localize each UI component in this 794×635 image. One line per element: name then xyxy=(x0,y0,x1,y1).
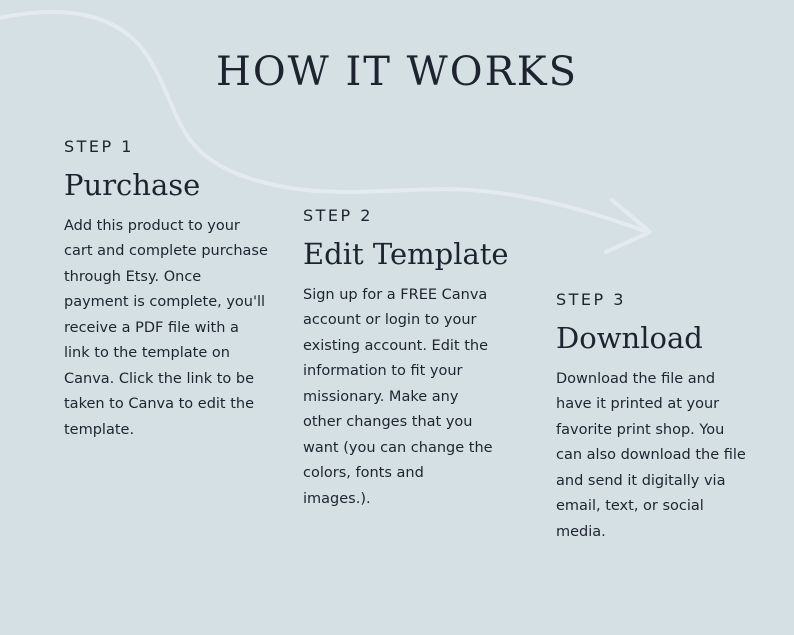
step-1-heading: Purchase xyxy=(64,168,201,202)
step-2-description: Sign up for a FREE Canva account or login to your existing account. Edit the information to fit your missionary. Make any other changes that you want (you can change the colors, fonts and images.). xyxy=(303,286,493,507)
step-2-label: STEP 2 xyxy=(303,206,373,225)
page-title: HOW IT WORKS xyxy=(215,49,578,95)
step-3-description: Download the file and have it printed at your favorite print shop. You can also download the file and send it digitally via email, text, or social media. xyxy=(556,370,746,540)
step-2-section xyxy=(303,206,509,512)
step-1-section xyxy=(64,139,269,443)
step-3-heading: Download xyxy=(556,321,703,355)
step-1-description: Add this product to your cart and complete purchase through Etsy. Once payment is complete, you'll receive a PDF file with a link to the template on Canva. Click the link to be taken to Canva to edit the template. xyxy=(64,217,268,438)
step-1-label: STEP 1 xyxy=(64,137,134,156)
step-3-label: STEP 3 xyxy=(556,290,626,309)
step-3-section xyxy=(556,292,746,545)
step-2-heading: Edit Template xyxy=(303,237,509,271)
